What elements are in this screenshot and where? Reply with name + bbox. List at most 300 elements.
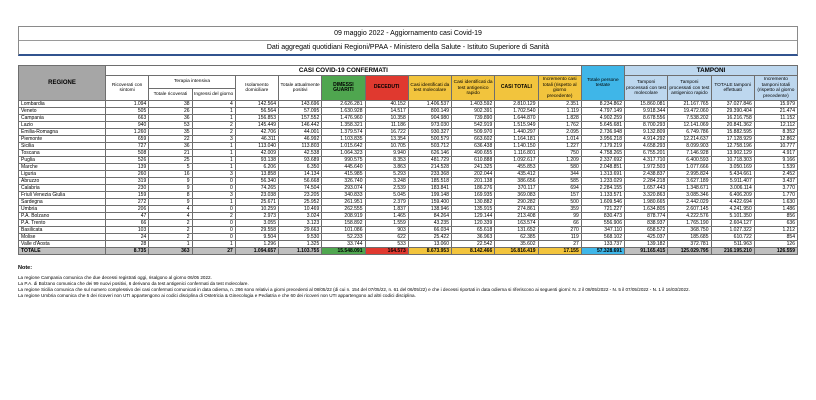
table-row — [19, 129, 798, 136]
value-cell: 25.422 — [408, 234, 451, 241]
value-cell: 4 — [192, 101, 235, 108]
col-header-incremento-tamponi: Incremento tamponi totali (rispetto al giorno precedente) — [754, 76, 797, 101]
value-cell: 157.552 — [279, 115, 322, 122]
region-name: Toscana — [19, 150, 106, 157]
value-cell: 1.164.181 — [495, 136, 538, 143]
value-cell: 326.740 — [322, 178, 365, 185]
value-cell: 3.956.218 — [581, 136, 624, 143]
value-cell: 340.833 — [322, 192, 365, 199]
value-cell: 1.227 — [538, 143, 581, 150]
value-cell: 36.963 — [452, 234, 495, 241]
value-cell: 1.406.537 — [408, 101, 451, 108]
value-cell: 694 — [538, 185, 581, 192]
value-cell: 46.992 — [279, 136, 322, 143]
value-cell: 2 — [149, 234, 192, 241]
value-cell: 262.555 — [322, 206, 365, 213]
value-cell: 568.102 — [581, 234, 624, 241]
value-cell: 854 — [754, 234, 797, 241]
value-cell: 2.442.029 — [668, 199, 711, 206]
value-cell: 902.391 — [452, 108, 495, 115]
value-cell: 139 — [106, 164, 149, 171]
value-cell: 0 — [192, 227, 235, 234]
value-cell: 8.735 — [106, 248, 149, 255]
value-cell: 10.358 — [365, 115, 408, 122]
table-row — [19, 234, 798, 241]
value-cell: 2 — [192, 213, 235, 220]
value-cell: 8.099.903 — [668, 143, 711, 150]
col-header-tamponi-totale: TOTALE tamponi effettuati — [711, 76, 754, 101]
value-cell: 2.973 — [235, 213, 278, 220]
value-cell: 973.030 — [408, 122, 451, 129]
value-cell: 1.762 — [538, 122, 581, 129]
value-cell: 1.116.801 — [495, 150, 538, 157]
region-name: P.A. Trento — [19, 220, 106, 227]
value-cell: 16.816.419 — [495, 248, 538, 255]
value-cell: 4.241.950 — [711, 206, 754, 213]
value-cell: 8.700.293 — [625, 122, 668, 129]
value-cell: 202.044 — [452, 171, 495, 178]
value-cell: 9.940 — [365, 150, 408, 157]
value-cell: 93.689 — [279, 157, 322, 164]
value-cell: 15.548.091 — [322, 248, 365, 255]
value-cell: 47 — [106, 213, 149, 220]
value-cell: 2 — [192, 129, 235, 136]
value-cell: 27 — [192, 248, 235, 255]
value-cell: 1.972.503 — [625, 164, 668, 171]
value-cell: 23.205 — [279, 192, 322, 199]
table-row — [19, 122, 798, 129]
value-cell: 142.564 — [235, 101, 278, 108]
region-name: Lombardia — [19, 101, 106, 108]
value-cell: 14.134 — [279, 171, 322, 178]
region-name: Umbria — [19, 206, 106, 213]
value-cell: 23.038 — [235, 192, 278, 199]
value-cell: 10.705 — [365, 143, 408, 150]
value-cell: 15.882.595 — [711, 129, 754, 136]
value-cell: 16 — [149, 171, 192, 178]
value-cell: 5.293 — [365, 171, 408, 178]
value-cell: 0 — [192, 178, 235, 185]
value-cell: 2.810.129 — [495, 101, 538, 108]
value-cell: 455.853 — [495, 164, 538, 171]
region-name: Lazio — [19, 122, 106, 129]
value-cell: 20.841.362 — [711, 122, 754, 129]
value-cell: 56.564 — [235, 108, 278, 115]
value-cell: 12.214.637 — [668, 136, 711, 143]
col-header-attualmente-positivi: Totale attualmente positivi — [279, 76, 322, 101]
value-cell: 22.542 — [452, 241, 495, 248]
value-cell: 7.179.219 — [581, 143, 624, 150]
value-cell: 347.110 — [581, 227, 624, 234]
region-name: Sicilia — [19, 143, 106, 150]
value-cell: 12.758.196 — [711, 143, 754, 150]
value-cell: 3 — [192, 192, 235, 199]
value-cell: 1.559 — [365, 220, 408, 227]
value-cell: 626.146 — [408, 150, 451, 157]
value-cell: 169.935 — [452, 192, 495, 199]
value-cell: 1.609.546 — [581, 199, 624, 206]
value-cell: 17.155 — [538, 248, 581, 255]
value-cell: 66 — [106, 220, 149, 227]
col-header-ti-ingressi: Ingressi del giorno — [192, 88, 235, 101]
value-cell: 129.144 — [452, 213, 495, 220]
value-cell: 42.538 — [279, 150, 322, 157]
value-cell: 65.618 — [452, 227, 495, 234]
value-cell: 4 — [149, 213, 192, 220]
value-cell: 28 — [106, 241, 149, 248]
table-row — [19, 206, 798, 213]
value-cell: 739.890 — [452, 115, 495, 122]
value-cell: 4.797.149 — [581, 108, 624, 115]
col-header-casi-molecolare: Casi identificati da test molecolare — [408, 76, 451, 101]
value-cell: 9.530 — [279, 234, 322, 241]
value-cell: 11.152 — [754, 115, 797, 122]
value-cell: 164.573 — [365, 248, 408, 255]
value-cell: 1.765.190 — [668, 220, 711, 227]
value-cell: 135.915 — [452, 206, 495, 213]
region-name: Piemonte — [19, 136, 106, 143]
value-cell: 120.339 — [452, 220, 495, 227]
value-cell: 10.777 — [754, 143, 797, 150]
value-cell: 159 — [106, 192, 149, 199]
value-cell: 4.222.576 — [668, 213, 711, 220]
value-cell: 2.095 — [538, 129, 581, 136]
value-cell: 29.663 — [279, 227, 322, 234]
table-body — [19, 101, 798, 255]
value-cell: 9 — [149, 178, 192, 185]
value-cell: 74.504 — [279, 185, 322, 192]
group-header-tamponi: TAMPONI — [625, 66, 798, 76]
value-cell: 500.579 — [408, 136, 451, 143]
value-cell: 6.749.786 — [668, 129, 711, 136]
table-header — [19, 66, 798, 101]
value-cell: 57.095 — [279, 108, 322, 115]
value-cell: 386.656 — [495, 178, 538, 185]
value-cell: 270 — [538, 227, 581, 234]
value-cell: 1.486 — [754, 206, 797, 213]
col-header-persone-testate: Totale persone testate — [581, 66, 624, 101]
table-row — [19, 171, 798, 178]
value-cell: 1.209 — [538, 157, 581, 164]
value-cell: 29.390.404 — [711, 108, 754, 115]
value-cell: 3.437 — [754, 178, 797, 185]
value-cell: 17.128.929 — [711, 136, 754, 143]
value-cell: 1.980.665 — [625, 199, 668, 206]
value-cell: 3.770 — [754, 185, 797, 192]
value-cell: 3 — [192, 136, 235, 143]
col-header-deceduti: DECEDUTI — [365, 76, 408, 101]
value-cell: 42.706 — [235, 129, 278, 136]
col-header-casi-totali: CASI TOTALI — [495, 76, 538, 101]
value-cell: 1 — [192, 164, 235, 171]
value-cell: 1.476.960 — [322, 115, 365, 122]
col-header-isolamento: Isolamento domiciliare — [235, 76, 278, 101]
value-cell: 1 — [192, 157, 235, 164]
region-name: Veneto — [19, 108, 106, 115]
value-cell: 206 — [106, 206, 149, 213]
value-cell: 12.141.069 — [668, 122, 711, 129]
col-header-incremento-casi: Incremento casi totali (rispetto al giorno precedente) — [538, 76, 581, 101]
value-cell: 126 — [754, 241, 797, 248]
value-cell: 838.937 — [625, 220, 668, 227]
region-name: P.A. Bolzano — [19, 213, 106, 220]
note-line: La regione Sicilia comunica che sul numero complessivo dei casi confermati comunicati in data odierna, n. 266 sono relativi a giorni precedenti al 08/05/22 (di cui n. 154 del 07/05/22, n. 61 del 06/05/22) e che i decessi riportati in data odierna si riferiscono ai seguenti giorni: N. 2 il 08/05/2022 - N. 5 il 07/05/2022 - N. 1 il 16/03/2022. — [18, 287, 690, 293]
group-header-terapia-intensiva: Terapia intensiva — [149, 76, 236, 89]
table-row — [19, 101, 798, 108]
value-cell: 1 — [192, 108, 235, 115]
value-cell: 3.055 — [235, 220, 278, 227]
region-name: Friuli Venezia Giulia — [19, 192, 106, 199]
value-cell: 1 — [149, 241, 192, 248]
value-cell: 159.400 — [408, 199, 451, 206]
value-cell: 1.515.949 — [495, 122, 538, 129]
value-cell: 1 — [192, 199, 235, 206]
value-cell: 3.006.114 — [711, 185, 754, 192]
value-cell: 1 — [192, 115, 235, 122]
col-header-ricoverati: Ricoverati con sintomi — [106, 76, 149, 101]
value-cell: 53 — [149, 122, 192, 129]
value-cell: 1.212 — [754, 227, 797, 234]
value-cell: 183.841 — [408, 185, 451, 192]
value-cell: 904.980 — [408, 115, 451, 122]
value-cell: 445.640 — [322, 164, 365, 171]
value-cell: 2.995.824 — [668, 171, 711, 178]
value-cell: 8.678.556 — [625, 115, 668, 122]
region-name: Sardegna — [19, 199, 106, 206]
value-cell: 663 — [106, 115, 149, 122]
value-cell: 2.438.837 — [625, 171, 668, 178]
value-cell: 27 — [538, 241, 581, 248]
value-cell: 10.259 — [235, 206, 278, 213]
value-cell: 2.351 — [538, 101, 581, 108]
value-cell: 8.142.466 — [452, 248, 495, 255]
value-cell: 1.630.928 — [322, 108, 365, 115]
report-subtitle: Dati aggregati quotidiani Regioni/PPAA - Ministero della Salute - Istituto Superiore di Sanità — [19, 40, 797, 54]
value-cell: 533 — [365, 241, 408, 248]
value-cell: 2 — [149, 227, 192, 234]
value-cell: 800.149 — [408, 108, 451, 115]
value-cell: 503.712 — [408, 143, 451, 150]
table-row — [19, 220, 798, 227]
value-cell: 4 — [149, 206, 192, 213]
value-cell: 8 — [149, 192, 192, 199]
value-cell: 8.352 — [754, 129, 797, 136]
value-cell: 12.112 — [754, 122, 797, 129]
value-cell: 636.438 — [452, 143, 495, 150]
value-cell: 1.539 — [754, 164, 797, 171]
value-cell: 1.133.571 — [581, 192, 624, 199]
value-cell: 163.574 — [495, 220, 538, 227]
table-row — [19, 115, 798, 122]
value-cell: 13.354 — [365, 136, 408, 143]
value-cell: 13.858 — [235, 171, 278, 178]
value-cell: 74.265 — [235, 185, 278, 192]
value-cell: 0 — [192, 206, 235, 213]
table-row — [19, 164, 798, 171]
value-cell: 93.138 — [235, 157, 278, 164]
region-name: Molise — [19, 234, 106, 241]
value-cell: 1.828 — [538, 115, 581, 122]
value-cell: 1.092.617 — [495, 157, 538, 164]
value-cell: 201.138 — [452, 178, 495, 185]
region-name: Calabria — [19, 185, 106, 192]
value-cell: 1.657.443 — [625, 185, 668, 192]
table-row — [19, 213, 798, 220]
value-cell: 84.264 — [408, 213, 451, 220]
value-cell: 156.853 — [235, 115, 278, 122]
value-cell: 3.320.863 — [625, 192, 668, 199]
value-cell: 4.317.710 — [625, 157, 668, 164]
value-cell: 1.015.642 — [322, 143, 365, 150]
note-line: La regione Campania comunica che due decessi registrati oggi, risalgono al giorno 06/05 2022. — [18, 275, 212, 281]
value-cell: 35.602 — [495, 241, 538, 248]
value-cell: 13.902.129 — [711, 150, 754, 157]
value-cell: 5.911.407 — [711, 178, 754, 185]
value-cell: 7.146.928 — [668, 150, 711, 157]
value-cell: 1.296 — [235, 241, 278, 248]
value-cell: 146.442 — [279, 122, 322, 129]
report-date-title: 09 maggio 2022 - Aggiornamento casi Covid-19 — [334, 30, 482, 37]
value-cell: 66 — [538, 220, 581, 227]
value-cell: 43.235 — [408, 220, 451, 227]
value-cell: 415.985 — [322, 171, 365, 178]
value-cell: 260 — [106, 171, 149, 178]
value-cell: 9 — [149, 185, 192, 192]
value-cell: 2.379 — [365, 199, 408, 206]
value-cell: 37.027.846 — [711, 101, 754, 108]
value-cell: 727 — [106, 143, 149, 150]
table-row — [19, 108, 798, 115]
value-cell: 21.167.765 — [668, 101, 711, 108]
value-cell: 3.248 — [365, 178, 408, 185]
value-cell: 21 — [149, 150, 192, 157]
value-cell: 1 — [192, 241, 235, 248]
value-cell: 24 — [106, 234, 149, 241]
value-cell: 125.029.795 — [668, 248, 711, 255]
value-cell: 8.353 — [365, 157, 408, 164]
value-cell: 5.645.681 — [581, 122, 624, 129]
notes-section — [18, 265, 798, 299]
value-cell: 3.024 — [279, 213, 322, 220]
value-cell: 272 — [106, 199, 149, 206]
value-cell: 185.685 — [668, 234, 711, 241]
value-cell: 4.658.293 — [625, 143, 668, 150]
value-cell: 16.216.758 — [711, 115, 754, 122]
value-cell: 1.325 — [279, 241, 322, 248]
value-cell: 1.837 — [365, 206, 408, 213]
value-cell: 750 — [538, 150, 581, 157]
value-cell: 103 — [106, 227, 149, 234]
table-row — [19, 227, 798, 234]
value-cell: 580 — [538, 164, 581, 171]
value-cell: 2.048.851 — [581, 164, 624, 171]
value-cell: 233.368 — [408, 171, 451, 178]
group-header-casi-confermati: CASI COVID-19 CONFERMATI — [106, 66, 582, 76]
value-cell: 274.861 — [495, 206, 538, 213]
value-cell: 52.233 — [322, 234, 365, 241]
value-cell: 368.750 — [668, 227, 711, 234]
value-cell: 113.040 — [235, 143, 278, 150]
value-cell: 526 — [106, 157, 149, 164]
value-cell: 1.094.657 — [235, 248, 278, 255]
value-cell: 610.722 — [711, 234, 754, 241]
value-cell: 3 — [192, 171, 235, 178]
value-cell: 1.064.323 — [322, 150, 365, 157]
value-cell: 158.892 — [322, 220, 365, 227]
value-cell: 138.946 — [408, 206, 451, 213]
value-cell: 903 — [365, 227, 408, 234]
col-header-dimessi-guariti: DIMESSI GUARITI — [322, 76, 365, 101]
value-cell: 143.696 — [279, 101, 322, 108]
value-cell: 1.119 — [538, 108, 581, 115]
value-cell: 2.452 — [754, 171, 797, 178]
value-cell: 1 — [192, 150, 235, 157]
value-cell: 2 — [192, 122, 235, 129]
value-cell: 33.744 — [322, 241, 365, 248]
value-cell: 119 — [538, 234, 581, 241]
value-cell: 10.469 — [279, 206, 322, 213]
value-cell: 4.422.694 — [711, 199, 754, 206]
value-cell: 213.408 — [495, 213, 538, 220]
value-cell: 113.803 — [279, 143, 322, 150]
value-cell: 542.919 — [452, 122, 495, 129]
col-header-regione: REGIONE — [19, 66, 106, 101]
table-row — [19, 241, 798, 248]
value-cell: 363 — [149, 248, 192, 255]
value-cell: 1.440.297 — [495, 129, 538, 136]
value-cell: 44.001 — [279, 129, 322, 136]
value-cell: 663.602 — [452, 136, 495, 143]
value-cell: 6.755.201 — [625, 150, 668, 157]
value-cell: 62.385 — [495, 234, 538, 241]
value-cell: 46.311 — [235, 136, 278, 143]
table-row — [19, 178, 798, 185]
value-cell: 12.862 — [754, 136, 797, 143]
value-cell: 500 — [538, 199, 581, 206]
value-cell: 4.917 — [754, 150, 797, 157]
value-cell: 8.234.862 — [581, 101, 624, 108]
value-cell: 1.077.666 — [668, 164, 711, 171]
value-cell: 372.781 — [668, 241, 711, 248]
value-cell: 5.045 — [365, 192, 408, 199]
value-cell: 11.186 — [365, 122, 408, 129]
value-cell: 369.083 — [495, 192, 538, 199]
value-cell: 66.034 — [408, 227, 451, 234]
value-cell: 511.963 — [711, 241, 754, 248]
value-cell: 36 — [149, 115, 192, 122]
value-cell: 856 — [754, 213, 797, 220]
value-cell: 9.132.809 — [625, 129, 668, 136]
value-cell: 2.539 — [365, 185, 408, 192]
value-cell: 3.627.189 — [668, 178, 711, 185]
value-cell: 42.009 — [235, 150, 278, 157]
value-cell: 35 — [149, 129, 192, 136]
value-cell: 1.465 — [365, 213, 408, 220]
value-cell: 425.037 — [625, 234, 668, 241]
value-cell: 556.906 — [581, 220, 624, 227]
region-name: Liguria — [19, 171, 106, 178]
value-cell: 13.060 — [408, 241, 451, 248]
value-cell: 21.474 — [754, 108, 797, 115]
value-cell: 2.626.281 — [322, 101, 365, 108]
value-cell: 6.406.209 — [711, 192, 754, 199]
region-name: Puglia — [19, 157, 106, 164]
value-cell: 4.914.292 — [625, 136, 668, 143]
value-cell: 1.014 — [538, 136, 581, 143]
value-cell: 36 — [149, 143, 192, 150]
value-cell: 1.313.691 — [581, 171, 624, 178]
region-name: Basilicata — [19, 227, 106, 234]
